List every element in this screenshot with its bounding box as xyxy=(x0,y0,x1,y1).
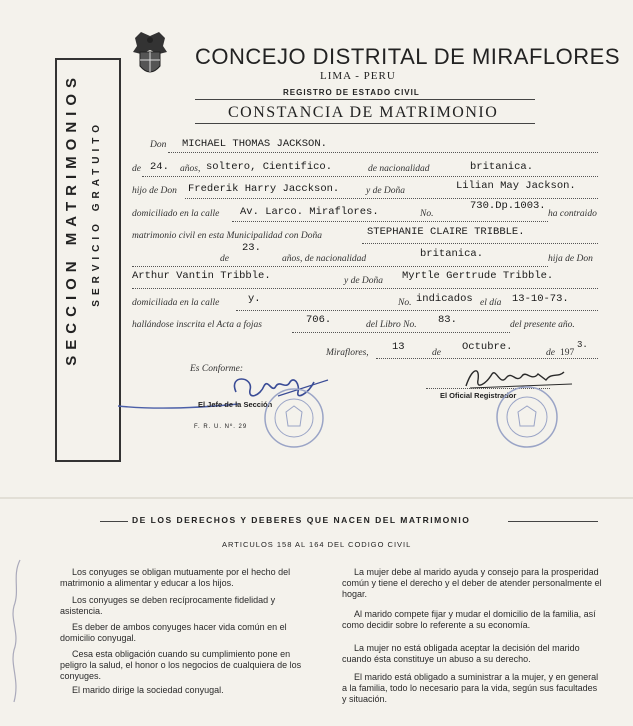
left-paragraph-5: El marido dirige la sociedad conyugal. xyxy=(72,685,224,695)
margin-pencil-mark xyxy=(6,556,26,706)
marriage-date-value: 13-10-73. xyxy=(512,293,569,305)
label-de-age: de xyxy=(132,164,141,174)
year-prefix: 197 xyxy=(560,348,575,358)
registry-label: REGISTRO DE ESTADO CIVIL xyxy=(283,88,420,97)
right-paragraph-4: El marido está obligado a suministrar a la mujer, y en general a la familia, todo lo necesario para la vida, según sus facultades y situación. xyxy=(342,672,599,704)
coat-of-arms-icon xyxy=(127,30,173,80)
month-value: Octubre. xyxy=(462,341,513,353)
label-ha-contraido: ha contraido xyxy=(548,209,597,219)
label-anos-nacionalidad: años, de nacionalidad xyxy=(282,254,367,264)
registrar-title: El Oficial Registrador xyxy=(440,391,517,400)
bride-nationality-value: britanica. xyxy=(420,248,484,260)
form-code: F. R. U. Nº. 29 xyxy=(194,424,248,430)
line-row9 xyxy=(292,332,510,333)
fojas-value: 706. xyxy=(306,314,332,326)
bottom-rule-left xyxy=(100,521,128,522)
groom-father-value: Frederik Harry Jacckson. xyxy=(188,183,340,195)
day-value: 13 xyxy=(392,341,405,353)
municipal-stamp xyxy=(262,386,326,450)
line-row6 xyxy=(132,266,548,267)
line-row7 xyxy=(132,288,598,289)
line-row8 xyxy=(236,310,598,311)
groom-age-value: 24. xyxy=(150,161,169,173)
label-del-libro: del Libro No. xyxy=(366,320,417,330)
label-anos: años, xyxy=(180,164,201,174)
line-row4 xyxy=(232,221,548,222)
label-el-dia: el día xyxy=(480,298,502,308)
side-section-box xyxy=(55,58,121,462)
side-section-label: SECCION MATRIMONIOS xyxy=(63,72,80,366)
label-presente-ano: del presente año. xyxy=(510,320,575,330)
label-y-de-dona-2: y de Doña xyxy=(344,276,384,286)
right-paragraph-1: La mujer debe al marido ayuda y consejo para la prosperidad común y tiene el derecho y el deber de atender personalmente el hogar. xyxy=(342,567,602,599)
bride-number-value: indicados xyxy=(416,293,473,305)
label-hallandose: hallándose inscrita el Acta a fojas xyxy=(132,320,262,330)
bride-mother-value: Myrtle Gertrude Tribble. xyxy=(402,270,554,282)
label-no-2: No. xyxy=(398,298,412,308)
label-hijo-de-don: hijo de Don xyxy=(132,186,177,196)
chief-title: El Jefe de la Sección xyxy=(198,400,273,409)
libro-value: 83. xyxy=(438,314,457,326)
label-de-year: de xyxy=(546,348,555,358)
label-de-month: de xyxy=(432,348,441,358)
rights-heading: DE LOS DERECHOS Y DEBERES QUE NACEN DEL MATRIMONIO xyxy=(132,515,471,525)
label-hija-de-don: hija de Don xyxy=(548,254,593,264)
left-paragraph-4: Cesa esta obligación cuando su cumplimiento pone en peligro la salud, el honor o los negocios de cualquiera de los conyuges. xyxy=(60,649,302,681)
line-row10 xyxy=(376,358,598,359)
label-es-conforme: Es Conforme: xyxy=(190,364,244,374)
document-title: CONSTANCIA DE MATRIMONIO xyxy=(228,104,499,121)
label-don: Don xyxy=(150,140,167,150)
year-suffix-value: 3. xyxy=(577,340,588,350)
label-nacionalidad: de nacionalidad xyxy=(368,164,430,174)
right-paragraph-3: La mujer no está obligada aceptar la decisión del marido cuando ésta constituye un abuso a su derecho. xyxy=(342,643,580,664)
bride-street-value: y. xyxy=(248,293,261,305)
registry-stamp xyxy=(494,384,560,450)
groom-status-value: soltero, Cientifico. xyxy=(206,161,333,173)
header-rule-bottom xyxy=(195,123,535,124)
bottom-rule-right xyxy=(508,521,598,522)
groom-mother-value: Lilian May Jackson. xyxy=(456,180,576,192)
articles-subheading: ARTICULOS 158 AL 164 DEL CODIGO CIVIL xyxy=(222,540,412,549)
header-rule-top xyxy=(195,99,535,100)
line-row2 xyxy=(142,176,598,177)
side-service-label: SERVICIO GRATUITO xyxy=(91,120,102,307)
line-row3 xyxy=(185,198,598,199)
label-domiciliada: domiciliada en la calle xyxy=(132,298,220,308)
groom-nationality-value: britanica. xyxy=(470,161,534,173)
bride-father-value: Arthur Vantin Tribble. xyxy=(132,270,271,282)
groom-name-value: MICHAEL THOMAS JACKSON. xyxy=(182,138,327,150)
left-paragraph-2: Los conyuges se deben recíprocamente fidelidad y asistencia. xyxy=(60,595,276,616)
label-no: No. xyxy=(420,209,434,219)
bride-name-value: STEPHANIE CLAIRE TRIBBLE. xyxy=(367,226,525,238)
line-row5 xyxy=(362,243,598,244)
municipality-title: CONCEJO DISTRITAL DE MIRAFLORES xyxy=(195,44,620,69)
groom-street-value: Av. Larco. Miraflores. xyxy=(240,206,379,218)
fold-line xyxy=(0,497,633,499)
label-de-bride-age: de xyxy=(220,254,229,264)
line-groom-name xyxy=(168,152,598,153)
right-paragraph-2: Al marido compete fijar y mudar el domicilio de la familia, así como decidir sobre lo referente a su economía. xyxy=(342,609,596,630)
label-domiciliado: domiciliado en la calle xyxy=(132,209,220,219)
city-label: LIMA - PERU xyxy=(320,70,396,82)
groom-number-value: 730.Dp.1003. xyxy=(470,200,546,212)
label-matrimonio-civil: matrimonio civil en esta Municipalidad con Doña xyxy=(132,231,322,241)
label-miraflores: Miraflores, xyxy=(326,348,369,358)
left-paragraph-1: Los conyuges se obligan mutuamente por el hecho del matrimonio a alimentar y educar a los hijos. xyxy=(60,567,291,588)
label-y-de-dona: y de Doña xyxy=(366,186,406,196)
bride-age-value: 23. xyxy=(242,242,261,254)
left-paragraph-3: Es deber de ambos conyuges hacer vida común en el domicilio conyugal. xyxy=(60,622,287,643)
